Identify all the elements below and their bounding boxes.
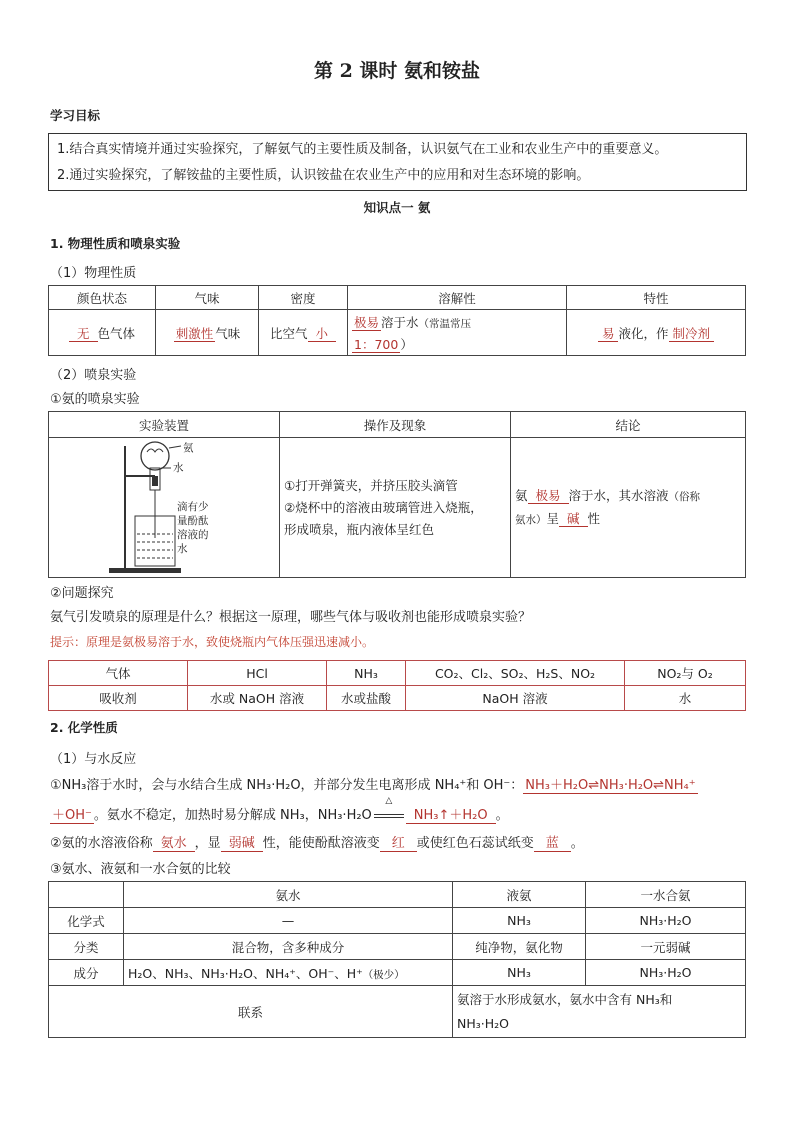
fountain-table <box>48 411 746 578</box>
col-header: 密度 <box>259 286 348 310</box>
label-ammonia: 氨 <box>183 442 194 454</box>
col-header <box>49 882 124 908</box>
row-label: 成分 <box>49 960 124 986</box>
label-phenolphthalein: 量酚酞 <box>177 515 209 527</box>
reaction-line-2: 。氨水不稳定，加热时易分解成 NH₃，NH₃·H₂O <box>93 808 372 823</box>
absorbent-cell: 水 <box>625 686 746 711</box>
operation-step-1: ①打开弹簧夹，并挤压胶头滴管 <box>284 477 458 493</box>
equals-sign <box>374 814 404 818</box>
table-cell: — <box>124 908 453 934</box>
table-cell: NH₃ <box>453 908 586 934</box>
gas-cell: NO₂与 O₂ <box>625 661 746 686</box>
section1-heading: 1. 物理性质和喷泉实验 <box>50 236 181 251</box>
gas-absorbent-table <box>48 660 746 711</box>
table-cell: 纯净物，氨化物 <box>453 934 586 960</box>
apparatus-cell <box>49 438 280 578</box>
col-header: 操作及现象 <box>280 412 511 438</box>
table-cell: H₂O、NH₃、NH₃·H₂O、NH₄⁺、OH⁻、H⁺（极少） <box>124 960 453 986</box>
goal-item-2: 2.通过实验探究，了解铵盐的主要性质，认识铵盐在农业生产中的应用和对生态环境的影响。 <box>57 168 590 183</box>
col-header: 气味 <box>156 286 259 310</box>
label-water: 水 <box>173 462 184 474</box>
sub-water-reaction: （1）与水反应 <box>50 752 137 767</box>
cell-color: 无 色气体 <box>49 310 156 356</box>
reaction-line-1: ①NH₃溶于水时，会与水结合生成 NH₃·H₂O，并部分发生电离形成 NH₄⁺和 OH⁻： <box>50 778 524 793</box>
label-phenolphthalein: 滴有少 <box>177 501 209 513</box>
col-header: 实验装置 <box>49 412 280 438</box>
fountain-apparatus-diagram <box>49 438 271 578</box>
conclusion-cell: 氨 极易 溶于水，其水溶液（俗称 氨水）呈 碱 性 <box>511 438 746 578</box>
goals-box <box>48 133 747 191</box>
question-text: 氨气引发喷泉的原理是什么？根据这一原理，哪些气体与吸收剂也能形成喷泉实验？ <box>50 610 532 625</box>
heat-condition: △ <box>385 796 393 806</box>
col-header: 氨水 <box>124 882 453 908</box>
table-cell: NH₃·H₂O <box>586 908 746 934</box>
cell-smell: 刺激性 气味 <box>156 310 259 356</box>
answer-decomposition: NH₃↑＋H₂O <box>406 808 496 824</box>
operation-step-3: 形成喷泉，瓶内液体呈红色 <box>284 521 435 537</box>
gas-cell: 气体 <box>49 661 188 686</box>
operation-step-2: ②烧杯中的溶液由玻璃管进入烧瓶， <box>284 499 483 515</box>
absorbent-cell: NaOH 溶液 <box>406 686 625 711</box>
col-header: 一水合氨 <box>586 882 746 908</box>
sub-compare: ③氨水、液氨和一水合氨的比较 <box>50 862 231 877</box>
physical-properties-table <box>48 285 746 356</box>
sub-fountain-experiment: ①氨的喷泉实验 <box>50 392 140 407</box>
sub-fountain: （2）喷泉实验 <box>50 368 137 383</box>
row-label: 化学式 <box>49 908 124 934</box>
absorbent-cell: 水或 NaOH 溶液 <box>188 686 327 711</box>
label-phenolphthalein: 溶液的 <box>177 529 209 541</box>
page-title: 第 2 课时 氨和铵盐 <box>313 60 481 82</box>
col-header: 液氨 <box>453 882 586 908</box>
section2-heading: 2. 化学性质 <box>50 720 118 735</box>
table-cell: 一元弱碱 <box>586 934 746 960</box>
col-header: 颜色状态 <box>49 286 156 310</box>
table-cell: NH₃ <box>453 960 586 986</box>
table-cell: NH₃·H₂O <box>586 960 746 986</box>
gas-cell: CO₂、Cl₂、SO₂、H₂S、NO₂ <box>406 661 625 686</box>
row-label: 联系 <box>49 986 453 1038</box>
col-header: 溶解性 <box>348 286 567 310</box>
gas-cell: NH₃ <box>327 661 406 686</box>
col-header: 特性 <box>567 286 746 310</box>
operation-cell <box>280 438 511 578</box>
absorbent-cell: 吸收剂 <box>49 686 188 711</box>
table-cell: 混合物，含多种成分 <box>124 934 453 960</box>
reaction-line-3: ②氨的水溶液俗称 氨水 ，显 弱碱 性，能使酚酞溶液变 红 或使红色石蕊试纸变 蓝 。 <box>50 836 584 851</box>
row-label: 分类 <box>49 934 124 960</box>
sub-question: ②问题探究 <box>50 586 114 601</box>
link-cell: 氨溶于水形成氨水，氨水中含有 NH₃和 NH₃·H₂O <box>453 986 746 1038</box>
label-phenolphthalein: 水 <box>177 543 188 555</box>
goal-item-1: 1.结合真实情境并通过实验探究，了解氨气的主要性质及制备，认识氨气在工业和农业生产中的重要意义。 <box>57 142 668 157</box>
knowledge-point-heading: 知识点一 氨 <box>363 200 431 215</box>
cell-trait: 易 液化，作 制冷剂 <box>567 310 746 356</box>
ammonia-compare-table <box>48 881 746 1038</box>
cell-density: 比空气 小 <box>259 310 348 356</box>
period: 。 <box>495 808 509 823</box>
hint-text: 提示：原理是氨极易溶于水，致使烧瓶内气体压强迅速减小。 <box>50 635 375 649</box>
goals-heading: 学习目标 <box>50 108 101 123</box>
answer-equation-cont: ＋OH⁻ <box>52 808 92 823</box>
cell-solubility: 极易 溶于水（常温常压 1：700 ） <box>348 310 567 356</box>
gas-cell: HCl <box>188 661 327 686</box>
absorbent-cell: 水或盐酸 <box>327 686 406 711</box>
sub-physical: （1）物理性质 <box>50 266 137 281</box>
answer-equation: NH₃＋H₂O⇌NH₃·H₂O⇌NH₄⁺ <box>525 778 696 793</box>
col-header: 结论 <box>511 412 746 438</box>
